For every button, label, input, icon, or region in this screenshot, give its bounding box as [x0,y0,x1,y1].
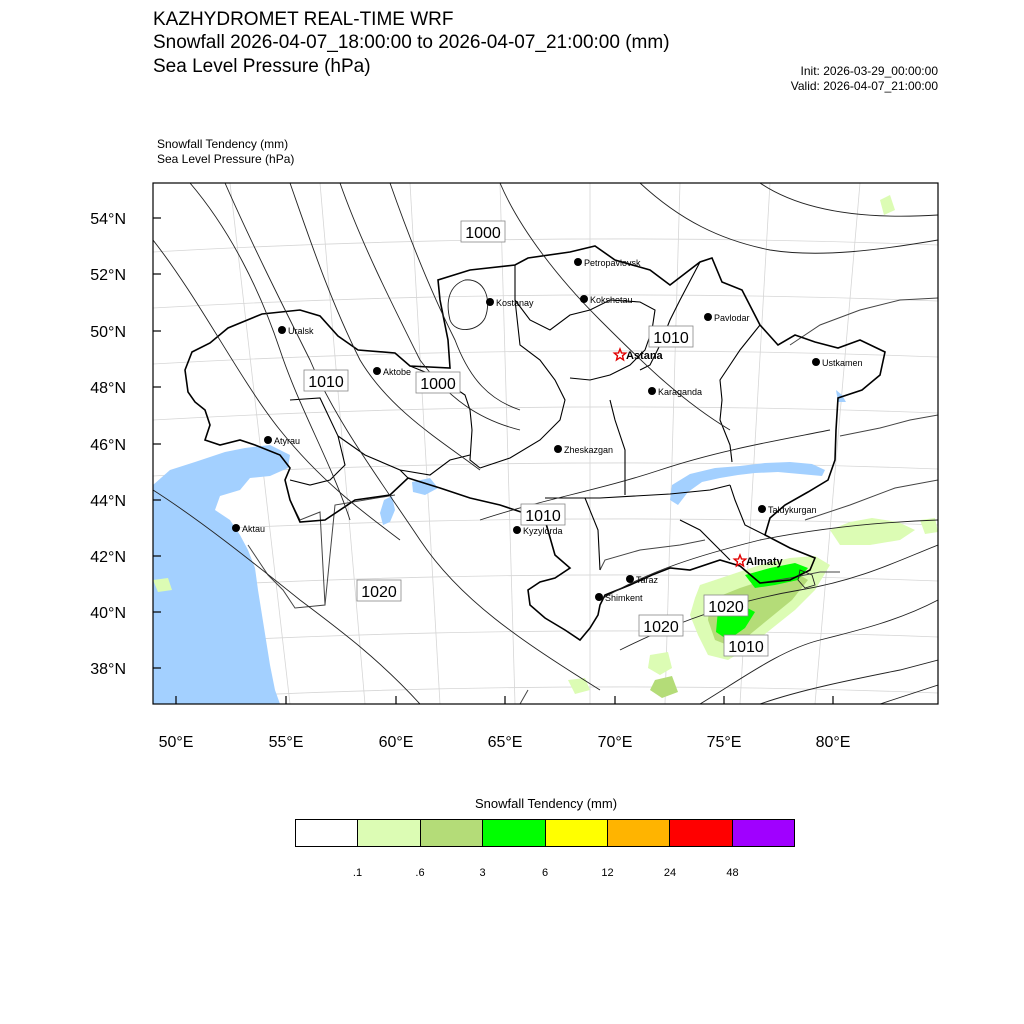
chart-subtitle-snowfall: Snowfall 2026-04-07_18:00:00 to 2026-04-07_21:00:00 (mm) [153,32,670,53]
city-dot [264,436,272,444]
city-label: Taldykurgan [768,505,817,515]
map-area [153,183,938,704]
city-label: Kyzylorda [523,526,563,536]
city-dot [595,593,603,601]
legend-title: Snowfall Tendency (mm) [474,796,618,811]
isobar-label: 1000 [420,376,456,393]
city-dot [704,313,712,321]
lon-tick-label: 70°E [597,734,633,751]
city-label: Petropavlovsk [584,258,641,268]
legend-swatch [483,820,545,846]
caspian-sea [153,445,290,704]
water-bodies [153,390,846,704]
isobar-label: 1020 [361,584,397,601]
chart-subtitle-pressure: Sea Level Pressure (hPa) [153,56,371,77]
city-dot [373,367,381,375]
city-dot [554,445,562,453]
city-dot [648,387,656,395]
city-label: Almaty [746,556,783,568]
isobars [153,183,938,704]
lat-tick-label: 52°N [90,267,126,284]
city-dot [758,505,766,513]
city-label: Taraz [636,575,659,585]
legend-tick-label: 24 [663,867,677,879]
map-field-label-snowfall: Snowfall Tendency (mm) [157,137,289,151]
city-label: Aktobe [383,367,412,377]
valid-time: Valid: 2026-04-07_21:00:00 [790,79,938,93]
legend-swatch [733,820,794,846]
city-dot [580,295,588,303]
isobar-label: 1010 [653,330,689,347]
city-dot [513,526,521,534]
city-label: Ustkamen [822,358,863,368]
legend-tick-label: 6 [541,867,549,879]
legend-swatch [296,820,358,846]
map-frame [153,183,938,704]
lon-tick-label: 50°E [158,734,194,751]
chart-title: KAZHYDROMET REAL-TIME WRF [153,9,454,30]
lat-tick-label: 40°N [90,605,126,622]
city-label: Kokshetau [590,295,633,305]
lat-tick-label: 38°N [90,661,126,678]
legend-swatch [358,820,420,846]
city-dot [812,358,820,366]
city-label: Atyrau [274,436,301,446]
legend-swatch [546,820,608,846]
isobar-label: 1010 [728,639,764,656]
city-label: Zheskazgan [564,445,614,455]
lon-tick-label: 75°E [706,734,742,751]
lon-tick-label: 65°E [487,734,523,751]
city-label: Astana [626,350,663,362]
isobar-label: 1020 [643,619,679,636]
legend-tick-label: 48 [726,867,739,879]
city-dot [486,298,494,306]
legend-tick-label: .1 [352,867,363,879]
lat-tick-label: 42°N [90,549,126,566]
city-label: Karaganda [658,387,703,397]
graticule [153,183,938,704]
city-label: Aktau [242,524,266,534]
city-dot [626,575,634,583]
isobar-label: 1010 [525,508,561,525]
city-dot [574,258,582,266]
map-field-label-pressure: Sea Level Pressure (hPa) [157,152,295,166]
isobar-label: 1020 [708,599,744,616]
lat-tick-label: 44°N [90,493,126,510]
legend-tick-label: 3 [479,867,486,879]
legend-colorbar [295,819,795,847]
legend-swatch [421,820,483,846]
init-time: Init: 2026-03-29_00:00:00 [800,64,938,78]
legend-tick-label: 12 [601,867,614,879]
lake-balkhash [670,462,825,505]
city-dot [278,326,286,334]
isobar-label: 1000 [465,225,501,242]
city-markers [232,258,863,603]
lat-tick-label: 46°N [90,437,126,454]
lat-tick-label: 48°N [90,380,126,397]
legend-swatch [608,820,670,846]
city-label: Shimkent [605,593,643,603]
lon-tick-label: 60°E [378,734,414,751]
city-label: Pavlodar [714,313,750,323]
lat-tick-label: 54°N [90,211,126,228]
lat-tick-label: 50°N [90,324,126,341]
city-label: Kostanay [496,298,534,308]
city-label: Uralsk [288,326,314,336]
legend-tick-label: .6 [415,867,425,879]
latitude-axis [90,211,161,678]
lon-tick-label: 80°E [815,734,851,751]
city-dot [232,524,240,532]
lon-tick-label: 55°E [268,734,304,751]
legend-swatch [670,820,732,846]
isobar-label: 1010 [308,374,344,391]
